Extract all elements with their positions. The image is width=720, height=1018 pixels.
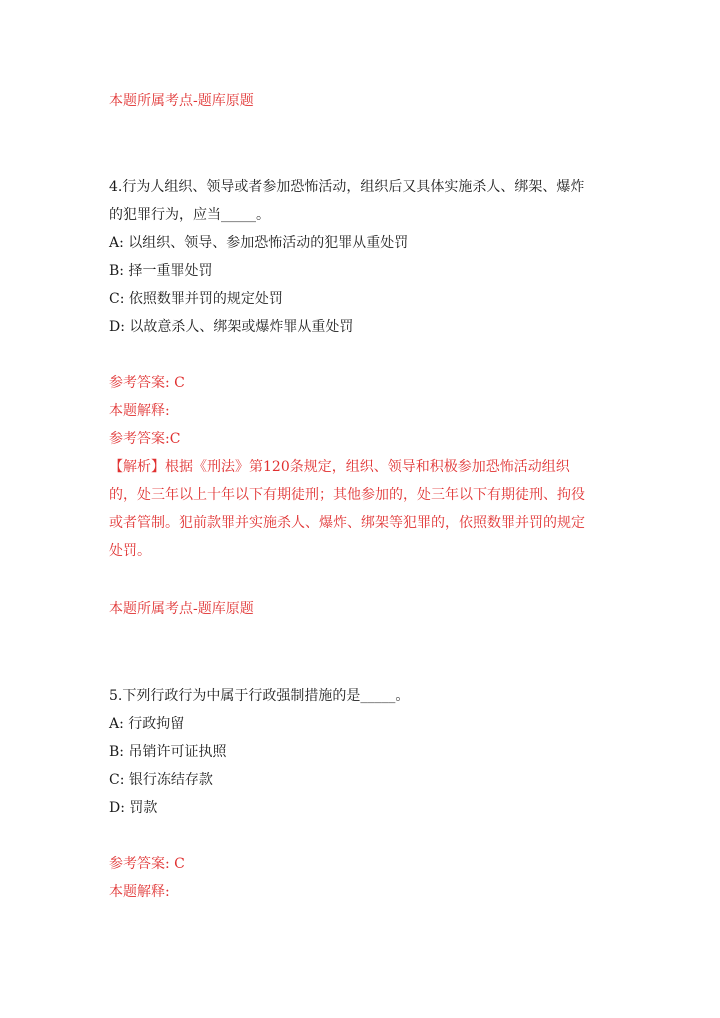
question-4-analysis-line-3: 或者管制。犯前款罪并实施杀人、爆炸、绑架等犯罪的，依照数罪并罚的规定 [109,515,585,531]
question-5-explain-label: 本题解释: [109,884,170,900]
question-4-option-c: C: 依照数罪并罚的规定处罚 [109,291,283,307]
question-4-option-d: D: 以故意杀人、绑架或爆炸罪从重处罚 [109,319,354,335]
question-5-option-c: C: 银行冻结存款 [109,772,213,788]
question-5-answer: 参考答案: C [109,856,185,872]
question-4-explain-label: 本题解释: [109,403,170,419]
question-4-option-b: B: 择一重罪处罚 [109,263,213,279]
question-5-option-b: B: 吊销许可证执照 [109,744,227,760]
question-5-option-d: D: 罚款 [109,800,158,816]
question-4-answer-repeat: 参考答案:C [109,431,181,447]
question-5-stem-line-1: 5.下列行政行为中属于行政强制措施的是_____。 [109,688,410,704]
question-4-stem-line-2: 的犯罪行为，应当_____。 [109,207,270,223]
question-4 [109,173,614,341]
question-4-category-label: 本题所属考点-题库原题 [109,601,254,617]
question-4-option-a: A: 以组织、领导、参加恐怖活动的犯罪从重处罚 [109,235,409,251]
question-5 [109,682,614,822]
question-5-answer-block [109,850,614,906]
question-4-analysis-line-2: 的，处三年以上十年以下有期徒刑；其他参加的，处三年以下有期徒刑、拘役 [109,487,585,503]
top-category-label: 本题所属考点-题库原题 [109,93,254,109]
question-4-answer: 参考答案: C [109,375,185,391]
question-4-analysis-line-1: 【解析】根据《刑法》第120条规定，组织、领导和积极参加恐怖活动组织 [109,459,570,475]
question-4-stem-line-1: 4.行为人组织、领导或者参加恐怖活动，组织后又具体实施杀人、绑架、爆炸 [109,179,585,195]
question-5-option-a: A: 行政拘留 [109,716,185,732]
question-4-answer-block [109,369,614,565]
question-4-analysis-line-4: 处罚。 [109,543,151,559]
